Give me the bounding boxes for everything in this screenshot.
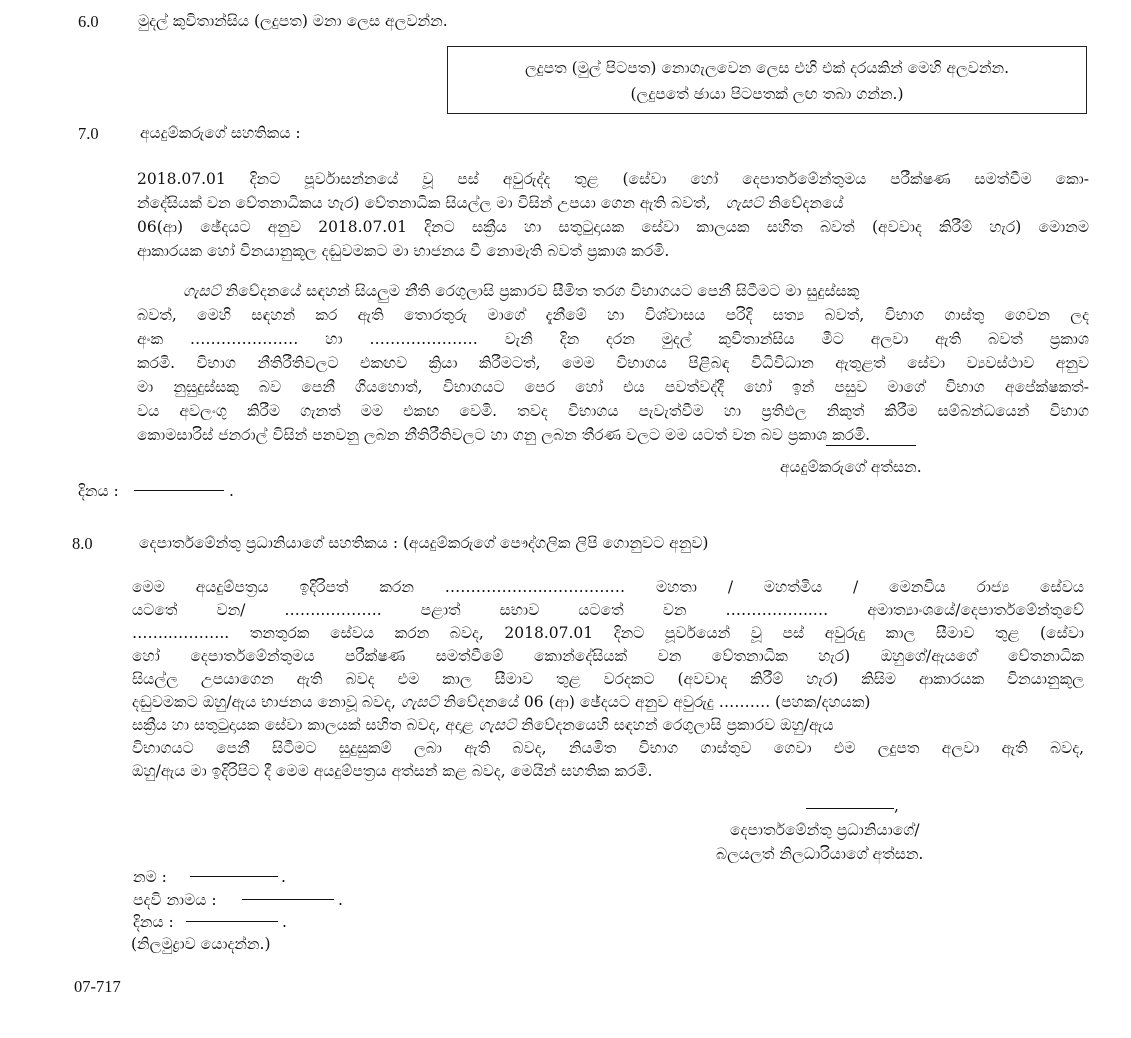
paragraph-line: හෝ දෙපාර්තමේන්තුමය පරීක්ෂණ සමත්වීමේ කොන්දේසියක් වන වේතනාධික හැර) ඔහුගේ/ඇයගේ වේතනාධික [132, 647, 1084, 665]
paragraph-line: ……..……….. තනතුරක සේවය කරන බවද, 2018.07.01 දිනට පූර්වයෙන් වූ පස් අවුරුදු කාල සීමාව තුළ (සේවා [132, 624, 1084, 642]
applicant-signature-label: අයදුම්කරුගේ අත්සන. [780, 458, 922, 476]
gazette-word: ගැසට් [183, 282, 221, 300]
paragraph-line: වය අවලංගු කිරීම ගැනත් මම එකඟ වෙමි. තවද විභාගය පැවැත්වීම හා ප්‍රතිඵල නිකුත් කිරීම සම්බන්ධයෙන් විභාග [137, 402, 1089, 420]
gazette-word: ගැසට් [400, 693, 439, 711]
section-7-number: 7.0 [78, 124, 99, 143]
footer-code: 07-717 [74, 977, 121, 996]
gazette-word: ගැසට් [478, 716, 517, 734]
paragraph-line-start: න්දේසියක් වන වේතනාධිකය හැර) වේතනාධික සියල්ල මා විසින් උපයා ගෙන ඇති බවත්, [137, 194, 711, 212]
head-signature-comma: , [894, 797, 899, 815]
paragraph-line: ආකාරයක හෝ විනයානුකූල දඬුවමකට මා භාජනය වී නොමැති බවත් ප්‍රකාශ කරමි. [137, 242, 670, 260]
paragraph-line [183, 282, 859, 301]
designation-tail: . [338, 891, 343, 909]
date-label: දිනය : [133, 913, 174, 931]
applicant-date-label: දිනය : [78, 482, 119, 500]
date-tail: . [282, 913, 287, 931]
head-signature-label-2: බලයලත් නිලධාරියාගේ අත්සන. [716, 845, 924, 863]
head-signature-label-1: දෙපාර්තමේන්තු ප්‍රධානියාගේ/ [730, 821, 920, 839]
name-line[interactable] [190, 876, 278, 877]
designation-label: පදවි නාමය : [133, 891, 217, 909]
applicant-signature-line [826, 445, 916, 446]
paragraph-line: කරමි. විභාග නීතිරීතිවලට එකඟව ක්‍රියා කිරීමටත්, මෙම විභාගය පිළිබඳ විධිවිධාන ඇතුළත් සේවා ව්‍යවස්ථාව අනුව [137, 354, 1089, 372]
gazette-word: ගැසට් [725, 194, 764, 212]
name-tail: . [281, 868, 286, 886]
paragraph-line: සියල්ල උපයාගෙන ඇති බවද එම කාල සීමාව තුළ වරදකට (අවවාද කිරීම් හැර) කිසිම ආකාරයක විනයානුකූල [132, 670, 1084, 688]
name-label: නම : [133, 868, 167, 886]
applicant-date-tail: . [229, 482, 234, 500]
date-line[interactable] [186, 921, 278, 922]
paragraph-line: අංක ………………… හා ………………… වැනි දින දරන මුදල් කුවිතාන්සිය මීට අලවා ඇති බවත් ප්‍රකාශ [137, 330, 1089, 348]
section-8-heading: දෙපාර්තමේන්තු ප්‍රධානියාගේ සහතිකය : (අයදුම්කරුගේ පෞද්ගලික ලිපි ගොනුවට අනුව) [139, 534, 709, 552]
paragraph-line-start: සක්‍රීය හා සතුටුදායක සේවා කාලයක් සහිත බවද, අදාළ [132, 716, 474, 734]
paragraph-line: 06(ආ) ඡේදයට අනුව 2018.07.01 දිනට සක්‍රීය හා සතුටුදායක සේවා කාලයක සහිත බවත් (අවවාද කිරීම් හැර) මොනම [137, 218, 1089, 236]
receipt-box-line-2: (ලදුපතේ ඡායා පිටපතක් ලඟ තබා ගන්න.) [630, 85, 904, 103]
receipt-box-line-1: ලදුපත (මුල් පිටපත) නොගැලවෙන ලෙස එහි එක් දරයකින් මෙහි අලවන්න. [524, 59, 1010, 77]
paragraph-line: ඔහු/ඇය මා ඉදිරිපිට දී මෙම අයදුම්පත්‍රය අත්සන් කළ බවද, මෙයින් සහතික කරමි. [132, 762, 653, 780]
paragraph-line-end: නිවේදනයේ 06 (ආ) ඡේදයට අනුව අවුරුදු ………. (පහක/දහයක) [443, 693, 871, 711]
paragraph-line: බවත්, මෙහි සඳහන් කර ඇති තොරතුරු මාගේ දැනීමේ හා විශ්වාසය පරිදි සත්‍ය බවත්, විභාග ගාස්තු ගෙවන ලද [137, 306, 1089, 324]
paragraph-line-end: නිවේදනයේ [768, 194, 844, 212]
designation-line[interactable] [242, 899, 334, 900]
paragraph-line [132, 716, 1084, 735]
paragraph-line [137, 194, 1089, 213]
applicant-date-line[interactable] [134, 490, 224, 491]
paragraph-line [132, 693, 1084, 712]
section-8-number: 8.0 [72, 534, 93, 553]
paragraph-line: මා නුසුදුස්සකු බව පෙනී ගියහොත්, විභාගයට පෙර හෝ එය පවත්වද්දී හෝ ඉන් පසුව මාගේ විභාග අපේක්ෂකත්- [137, 378, 1089, 396]
receipt-paste-box [447, 46, 1087, 114]
head-signature-line [806, 808, 894, 809]
section-6-number: 6.0 [78, 12, 99, 31]
paragraph-line-rest: නිවේදනයේ සඳහන් සියලුම නීති රෙගුලාසි ප්‍රකාරව සීමිත තරග විභාගයට පෙනී සිටීමට මා සුදුස්සකු [225, 282, 860, 300]
section-7-heading: අයදුම්කරුගේ සහතිකය : [140, 124, 301, 142]
paragraph-line: යටතේ වන/ ……..……….. පළාත් සභාව යටතේ වන ……………..… අමාත්‍යාංශයේ/දෙපාර්තමේන්තුවේ [132, 601, 1084, 619]
paragraph-line-end: නිවේදනයෙහි සඳහන් රෙගුලාසි ප්‍රකාරව ඔහු/ඇය [521, 716, 834, 734]
paragraph-line: 2018.07.01 දිනට පූර්වාසන්නයේ වූ පස් අවුරුද්ද තුළ (සේවා හෝ දෙපාර්තමේන්තුමය පරීක්ෂණ සමත්වීම කො- [137, 170, 1089, 188]
section-6-heading: මුදල් කුවිතාන්සිය (ලදුපත) මනා ලෙස අලවන්න. [138, 12, 448, 30]
seal-note: (නිලමුද්‍රාව යොදන්න.) [131, 935, 271, 953]
paragraph-line: විභාගයට පෙනී සිටීමට සුදුසුකම් ලබා ඇති බවද, නියමිත විභාග ගාස්තුව ගෙවා එම ලදුපත අලවා ඇති බවද, [132, 739, 1084, 757]
paragraph-line-start: දඬුවමකට ඔහු/ඇය භාජනය නොවූ බවද, [132, 693, 396, 711]
paragraph-line: මෙම අයදුම්පත්‍රය ඉදිරිපත් කරන ………………..…………… මහතා / මහත්මිය / මෙනවිය රාජ්‍ය සේවය [132, 578, 1084, 596]
paragraph-line: කොමසාරිස් ජනරාල් විසින් පනවනු ලබන නීතිරීතිවලට හා ගනු ලබන තීරණ වලට මම යටත් වන බව ප්‍රකාශ කරමි. [137, 426, 871, 444]
